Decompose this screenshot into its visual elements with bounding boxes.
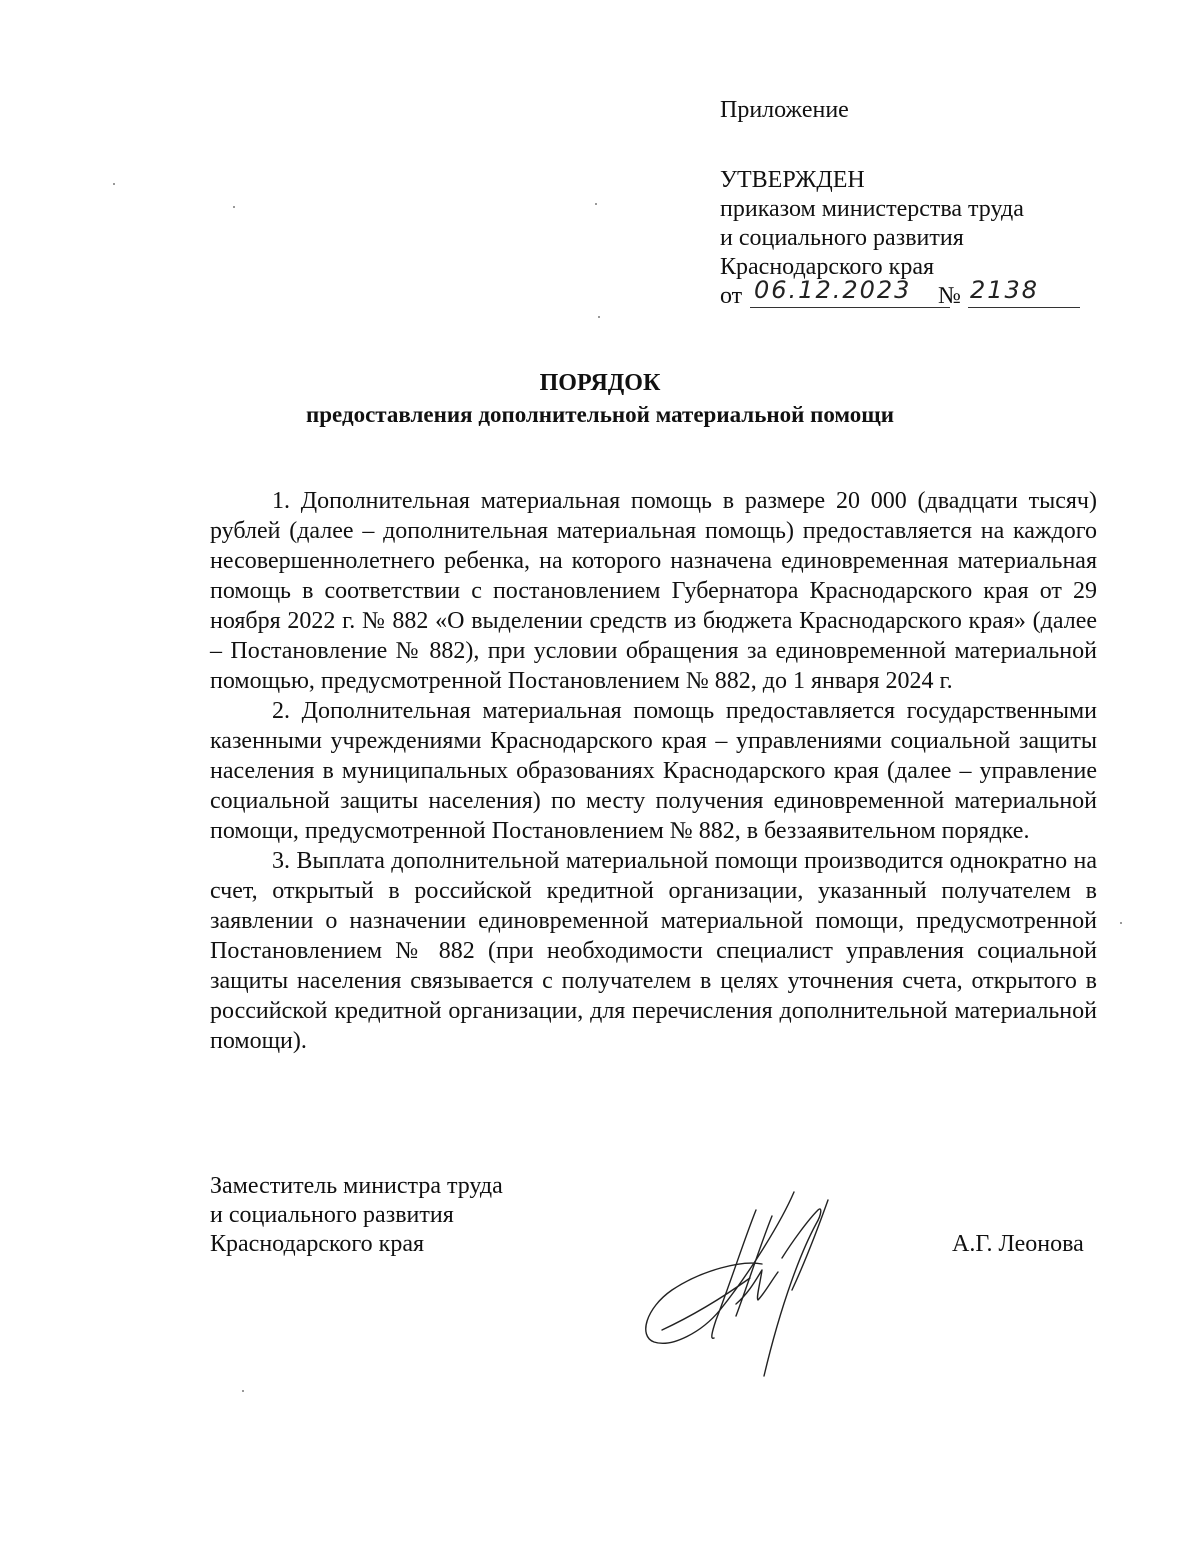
scan-speck <box>233 206 235 208</box>
from-label: от <box>720 283 743 309</box>
signer-position-line: Краснодарского края <box>210 1231 425 1257</box>
order-date-number <box>720 276 1120 316</box>
paragraph: 1. Дополнительная материальная помощь в размере 20 000 (двадцати тысяч) рублей (далее – дополнительная материальная помощь) предоставляется на каждого несовершеннолетнего ребенка, на которого назначена единовременная материальная помощь в соответствии с постановлением Губернатора Краснодарского края от 29 ноября 2022 г. № 882 «О выделении средств из бюджета Краснодарского края» (далее – Постановление № 882), при условии обращения за единовременной материальной помощью, предусмотренной Постановлением № 882, до 1 января 2024 г. <box>210 488 1097 694</box>
title-sub: предоставления дополнительной материальной помощи <box>306 402 894 427</box>
handwritten-signature <box>632 1180 872 1380</box>
date-underline <box>750 307 950 308</box>
title-main: ПОРЯДОК <box>539 370 661 396</box>
approval-line: приказом министерства труда <box>720 196 1024 222</box>
scan-speck <box>242 1390 244 1392</box>
number-underline <box>968 307 1080 308</box>
paragraph: 2. Дополнительная материальная помощь предоставляется государственными казенными учреждениями Краснодарского края – управлениями социальной защиты населения в муниципальных образованиях Краснодарского края (далее – управление социальной защиты населения) по месту получения единовременной материальной помощи, предусмотренной Постановлением № 882, в беззаявительном порядке. <box>210 698 1097 844</box>
approved-label: УТВЕРЖДЕН <box>720 167 865 193</box>
document-title <box>0 368 1200 430</box>
approval-line: и социального развития <box>720 225 964 251</box>
document-body <box>210 486 1097 1056</box>
scan-speck <box>595 203 597 205</box>
signer-position-line: и социального развития <box>210 1202 454 1228</box>
number-label: № <box>938 283 961 309</box>
approval-block <box>720 96 1120 316</box>
approval-line: Краснодарского края <box>720 254 935 280</box>
paragraph: 3. Выплата дополнительной материальной помощи производится однократно на счет, открытый в российской кредитной организации, указанный получателем в заявлении о назначении единовременной материальной помощи, предусмотренной Постановлением № 882 (при необходимости специалист управления социальной защиты населения связывается с получателем в целях уточнения счета, открытого в российской кредитной организации, для перечисления дополнительной материальной помощи). <box>210 848 1097 1054</box>
order-date: 06.12.2023 <box>754 276 912 304</box>
order-number: 2138 <box>970 276 1040 304</box>
signer-position <box>210 1172 503 1259</box>
scan-speck <box>1120 922 1122 924</box>
annex-label: Приложение <box>720 97 849 123</box>
signer-name: А.Г. Леонова <box>952 1231 1084 1257</box>
scan-speck <box>598 316 600 318</box>
signer-position-line: Заместитель министра труда <box>210 1173 503 1199</box>
scan-speck <box>113 183 115 185</box>
